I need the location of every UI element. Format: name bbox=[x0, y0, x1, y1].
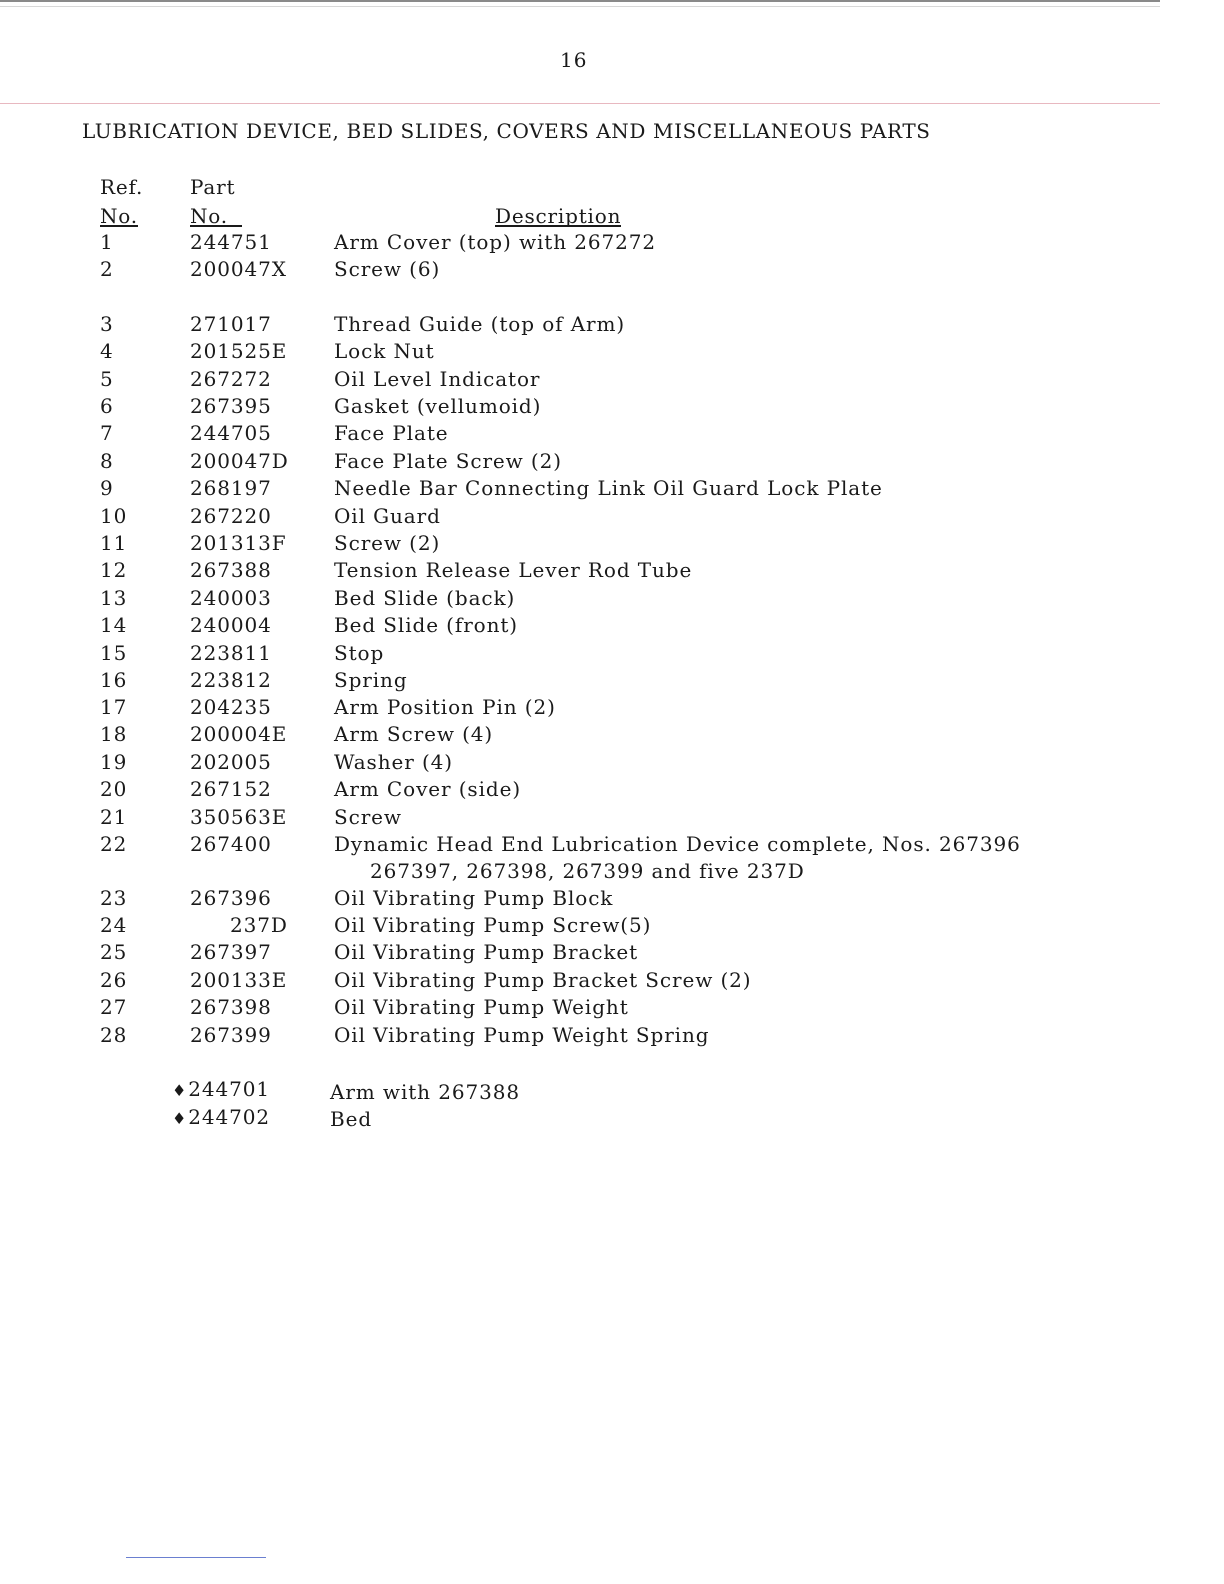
part-description: Screw bbox=[334, 805, 402, 829]
part-description: Stop bbox=[334, 641, 385, 665]
page-number: 16 bbox=[560, 48, 588, 72]
part-description: Screw (6) bbox=[334, 257, 441, 281]
ref-header-label: No. bbox=[100, 204, 138, 228]
part-description-continued: 267397, 267398, 267399 and five 237D bbox=[370, 859, 805, 883]
ref-number: 16 bbox=[100, 668, 128, 692]
part-description: Oil Vibrating Pump Block bbox=[334, 886, 614, 910]
part-description: Oil Level Indicator bbox=[334, 367, 541, 391]
bottom-edge-mark bbox=[126, 1557, 266, 1558]
part-description: Oil Vibrating Pump Screw(5) bbox=[334, 913, 652, 937]
ref-number: 27 bbox=[100, 995, 128, 1019]
diamond-icon: ♦ bbox=[172, 1081, 188, 1100]
part-number: 223812 bbox=[190, 668, 272, 692]
part-description: Tension Release Lever Rod Tube bbox=[334, 558, 693, 582]
part-description: Face Plate Screw (2) bbox=[334, 449, 562, 473]
section-title: LUBRICATION DEVICE, BED SLIDES, COVERS AND MISCELLANEOUS PARTS bbox=[82, 119, 931, 143]
ref-number: 8 bbox=[100, 449, 114, 473]
ref-number: 25 bbox=[100, 940, 128, 964]
part-description: Oil Vibrating Pump Weight bbox=[334, 995, 629, 1019]
ref-number: 19 bbox=[100, 750, 128, 774]
part-header-label: No. bbox=[190, 207, 242, 227]
part-number: 201525E bbox=[190, 339, 288, 363]
part-number: 200047X bbox=[190, 257, 287, 281]
part-number: 267400 bbox=[190, 832, 272, 856]
ref-number: 6 bbox=[100, 394, 114, 418]
part-number: 237D bbox=[230, 913, 288, 937]
extra-part-description: Arm with 267388 bbox=[330, 1080, 520, 1104]
ref-number: 21 bbox=[100, 805, 128, 829]
part-description: Thread Guide (top of Arm) bbox=[334, 312, 626, 336]
part-description: Arm Position Pin (2) bbox=[334, 695, 556, 719]
extra-part-code: 244702 bbox=[188, 1105, 270, 1129]
ref-number: 28 bbox=[100, 1023, 128, 1047]
ref-header-line1: Ref. bbox=[100, 175, 144, 199]
part-number: 244751 bbox=[190, 230, 272, 254]
ref-number: 4 bbox=[100, 339, 114, 363]
extra-part-number bbox=[172, 1105, 270, 1129]
part-number: 202005 bbox=[190, 750, 272, 774]
part-number: 268197 bbox=[190, 476, 272, 500]
part-description: Gasket (vellumoid) bbox=[334, 394, 542, 418]
part-number: 201313F bbox=[190, 531, 287, 555]
ref-number: 3 bbox=[100, 312, 114, 336]
ref-number: 7 bbox=[100, 421, 114, 445]
ref-number: 26 bbox=[100, 968, 128, 992]
part-description: Face Plate bbox=[334, 421, 449, 445]
part-number: 267388 bbox=[190, 558, 272, 582]
part-number: 200047D bbox=[190, 449, 289, 473]
ref-number: 10 bbox=[100, 504, 128, 528]
ref-number: 17 bbox=[100, 695, 128, 719]
part-description: Oil Vibrating Pump Bracket Screw (2) bbox=[334, 968, 752, 992]
diamond-icon: ♦ bbox=[172, 1109, 188, 1128]
ref-number: 11 bbox=[100, 531, 128, 555]
extra-part-number bbox=[172, 1077, 270, 1101]
part-number: 267399 bbox=[190, 1023, 272, 1047]
part-number: 267272 bbox=[190, 367, 272, 391]
part-number: 267395 bbox=[190, 394, 272, 418]
ref-number: 2 bbox=[100, 257, 114, 281]
part-number: 267152 bbox=[190, 777, 272, 801]
ref-number: 15 bbox=[100, 641, 128, 665]
ref-number: 23 bbox=[100, 886, 128, 910]
part-description: Arm Screw (4) bbox=[334, 722, 494, 746]
part-description: Dynamic Head End Lubrication Device complete, Nos. 267396 bbox=[334, 832, 1021, 856]
part-number: 204235 bbox=[190, 695, 272, 719]
part-description: Oil Guard bbox=[334, 504, 441, 528]
ref-number: 18 bbox=[100, 722, 128, 746]
part-number: 244705 bbox=[190, 421, 272, 445]
ref-number: 20 bbox=[100, 777, 128, 801]
ref-number: 1 bbox=[100, 230, 114, 254]
part-description: Oil Vibrating Pump Weight Spring bbox=[334, 1023, 710, 1047]
part-description: Washer (4) bbox=[334, 750, 453, 774]
part-number: 267398 bbox=[190, 995, 272, 1019]
part-number: 267397 bbox=[190, 940, 272, 964]
part-number: 271017 bbox=[190, 312, 272, 336]
part-description: Lock Nut bbox=[334, 339, 435, 363]
part-number: 267396 bbox=[190, 886, 272, 910]
part-number: 267220 bbox=[190, 504, 272, 528]
part-number: 223811 bbox=[190, 641, 272, 665]
part-number: 200004E bbox=[190, 722, 288, 746]
part-description: Oil Vibrating Pump Bracket bbox=[334, 940, 639, 964]
ref-number: 9 bbox=[100, 476, 114, 500]
part-description: Screw (2) bbox=[334, 531, 441, 555]
part-description: Spring bbox=[334, 668, 408, 692]
part-description: Needle Bar Connecting Link Oil Guard Lock Plate bbox=[334, 476, 883, 500]
ref-number: 22 bbox=[100, 832, 128, 856]
ref-number: 12 bbox=[100, 558, 128, 582]
part-number: 240003 bbox=[190, 586, 272, 610]
description-header-label: Description bbox=[495, 204, 622, 228]
part-description: Bed Slide (back) bbox=[334, 586, 516, 610]
extra-part-description: Bed bbox=[330, 1107, 373, 1131]
part-header-line1: Part bbox=[190, 175, 236, 199]
ref-number: 13 bbox=[100, 586, 128, 610]
part-number: 200133E bbox=[190, 968, 288, 992]
extra-part-code: 244701 bbox=[188, 1077, 270, 1101]
ref-number: 24 bbox=[100, 913, 128, 937]
part-description: Arm Cover (top) with 267272 bbox=[334, 230, 657, 254]
part-description: Bed Slide (front) bbox=[334, 613, 519, 637]
ref-number: 14 bbox=[100, 613, 128, 637]
part-number: 240004 bbox=[190, 613, 272, 637]
part-description: Arm Cover (side) bbox=[334, 777, 522, 801]
ref-number: 5 bbox=[100, 367, 114, 391]
part-number: 350563E bbox=[190, 805, 288, 829]
